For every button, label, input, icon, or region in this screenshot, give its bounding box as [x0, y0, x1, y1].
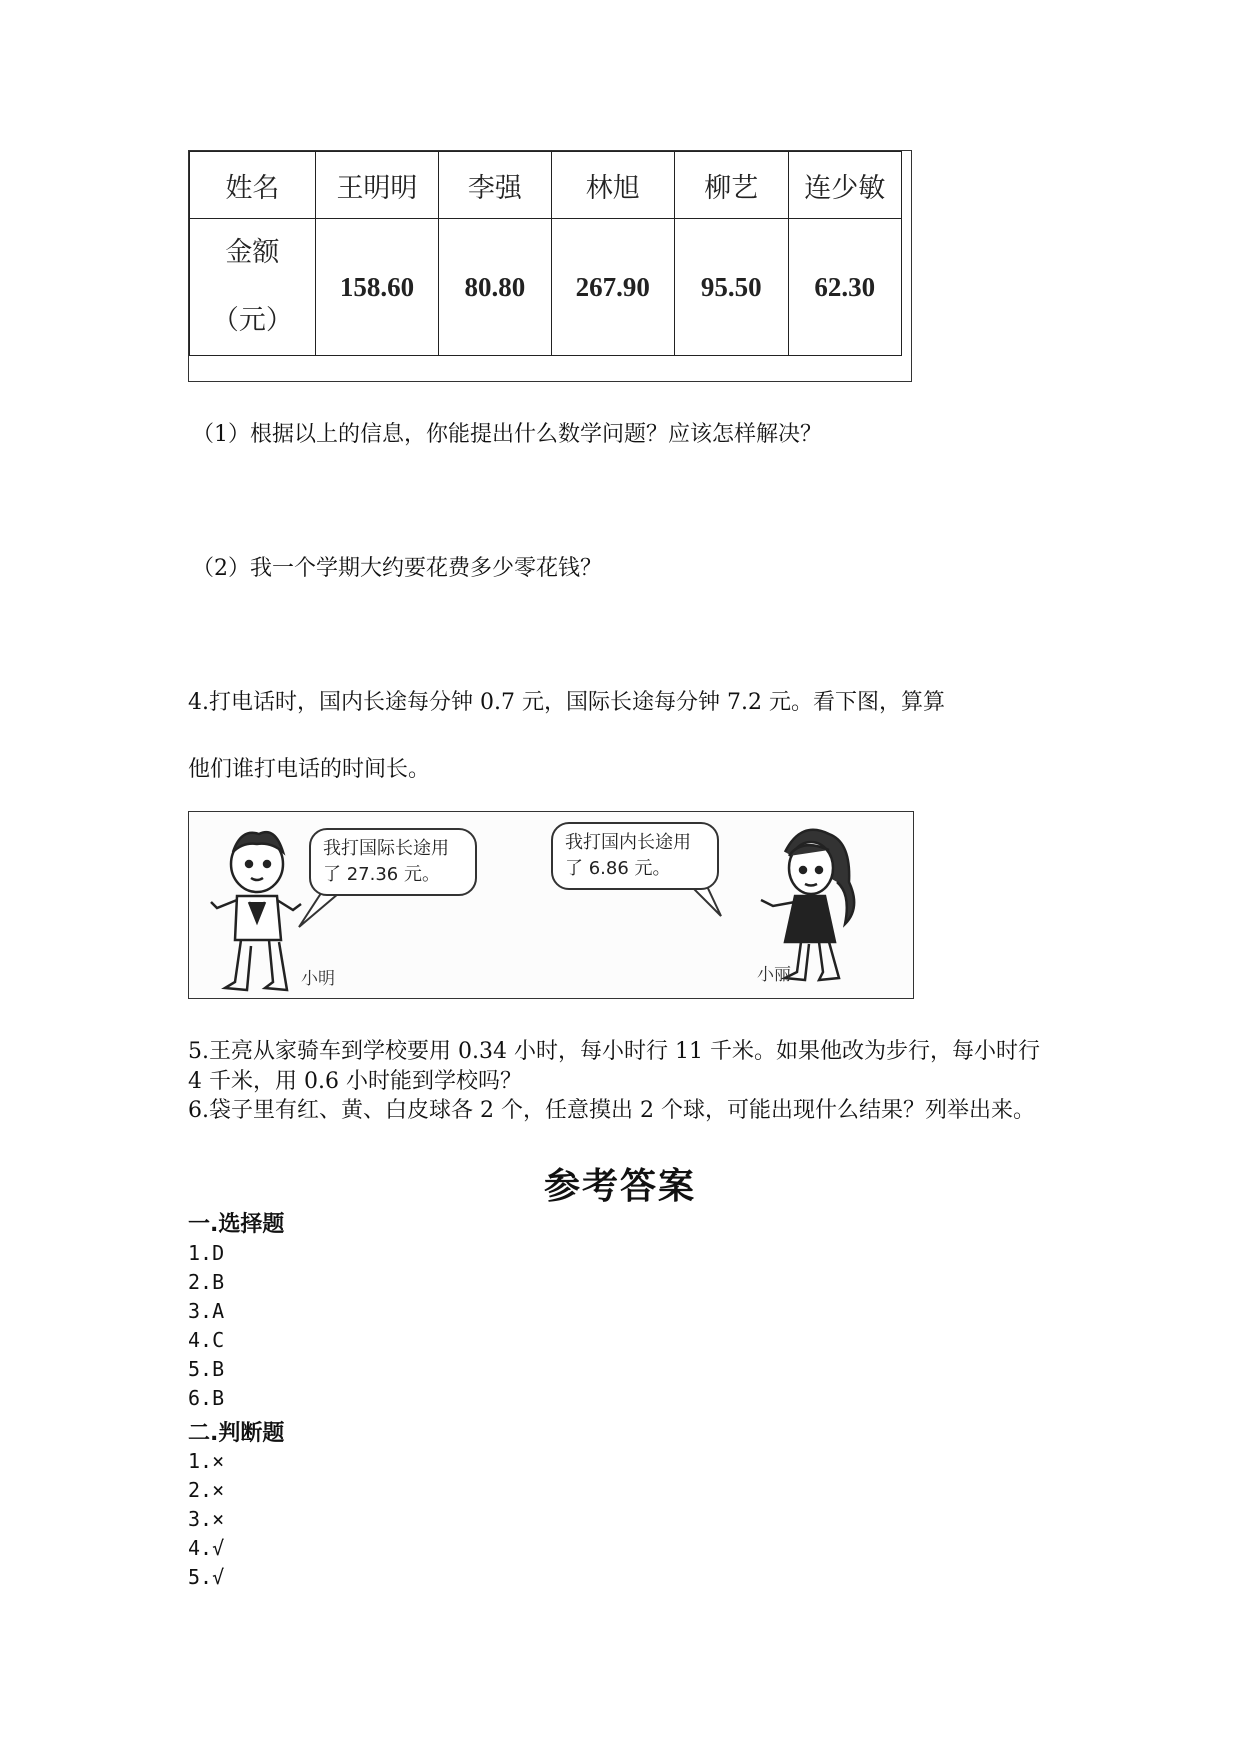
name-cell: 柳艺 — [675, 152, 788, 219]
section-1-answers — [188, 1239, 224, 1413]
problem-4-line2: 他们谁打电话的时间长。 — [188, 757, 431, 782]
section-1-title: 一.选择题 — [188, 1212, 285, 1237]
answer-key-title: 参考答案 — [543, 1166, 696, 1207]
girl-speech-line2: 了 6.86 元。 — [565, 858, 671, 879]
answer-item: 1.D — [188, 1241, 225, 1265]
girl-speech-line1: 我打国内长途用 — [565, 832, 691, 853]
name-cell: 王明明 — [315, 152, 438, 219]
girl-figure — [761, 830, 854, 980]
boy-speech-line2: 了 27.36 元。 — [323, 864, 440, 885]
name-cell: 连少敏 — [788, 152, 902, 219]
expense-grid — [189, 151, 902, 356]
boy-name-label: 小明 — [301, 969, 335, 989]
table-amount-row — [190, 219, 902, 356]
answer-item: 3.A — [188, 1299, 225, 1323]
amount-cell: 95.50 — [675, 219, 788, 356]
header-label-cell: 姓名 — [190, 152, 316, 219]
section-2-answers — [188, 1447, 224, 1592]
table-header-row — [190, 152, 902, 219]
boy-speech-bubble — [309, 828, 477, 896]
name-cell: 林旭 — [551, 152, 674, 219]
problem-6: 6.袋子里有红、黄、白皮球各 2 个，任意摸出 2 个球，可能出现什么结果？列举出来。 — [188, 1098, 1035, 1123]
amount-cell: 267.90 — [551, 219, 674, 356]
problem-5: 5.王亮从家骑车到学校要用 0.34 小时，每小时行 11 千米。如果他改为步行，每小时行 4 千米，用 0.6 小时能到学校吗？ — [188, 1039, 1040, 1094]
boy-speech-line1: 我打国际长途用 — [323, 838, 449, 859]
answer-item: 4.√ — [188, 1536, 225, 1560]
name-cell: 李强 — [439, 152, 551, 219]
answer-item: 5.B — [188, 1357, 225, 1381]
question-1: （1）根据以上的信息，你能提出什么数学问题？应该怎样解决？ — [192, 422, 822, 447]
phone-call-illustration — [188, 811, 914, 999]
amount-label-line1: 金额 — [225, 237, 280, 268]
answer-item: 1.× — [188, 1449, 225, 1473]
girl-name-label: 小丽 — [757, 965, 791, 985]
amount-cell: 62.30 — [788, 219, 902, 356]
answer-item: 4.C — [188, 1328, 225, 1352]
amount-label-line2: （元） — [211, 305, 293, 336]
amount-label-cell — [190, 219, 316, 356]
answer-item: 2.B — [188, 1270, 225, 1294]
answer-item: 6.B — [188, 1386, 225, 1410]
problem-4-line1: 4.打电话时，国内长途每分钟 0.7 元，国际长途每分钟 7.2 元。看下图，算算 — [188, 690, 945, 715]
amount-cell: 158.60 — [315, 219, 438, 356]
answer-item: 5.√ — [188, 1565, 225, 1589]
answer-item: 2.× — [188, 1478, 225, 1502]
answer-item: 3.× — [188, 1507, 225, 1531]
boy-figure — [211, 832, 301, 990]
girl-speech-bubble — [551, 822, 719, 890]
question-2: （2）我一个学期大约要花费多少零花钱？ — [192, 556, 602, 581]
expense-table — [188, 150, 912, 382]
section-2-title: 二.判断题 — [188, 1421, 285, 1446]
amount-cell: 80.80 — [439, 219, 551, 356]
